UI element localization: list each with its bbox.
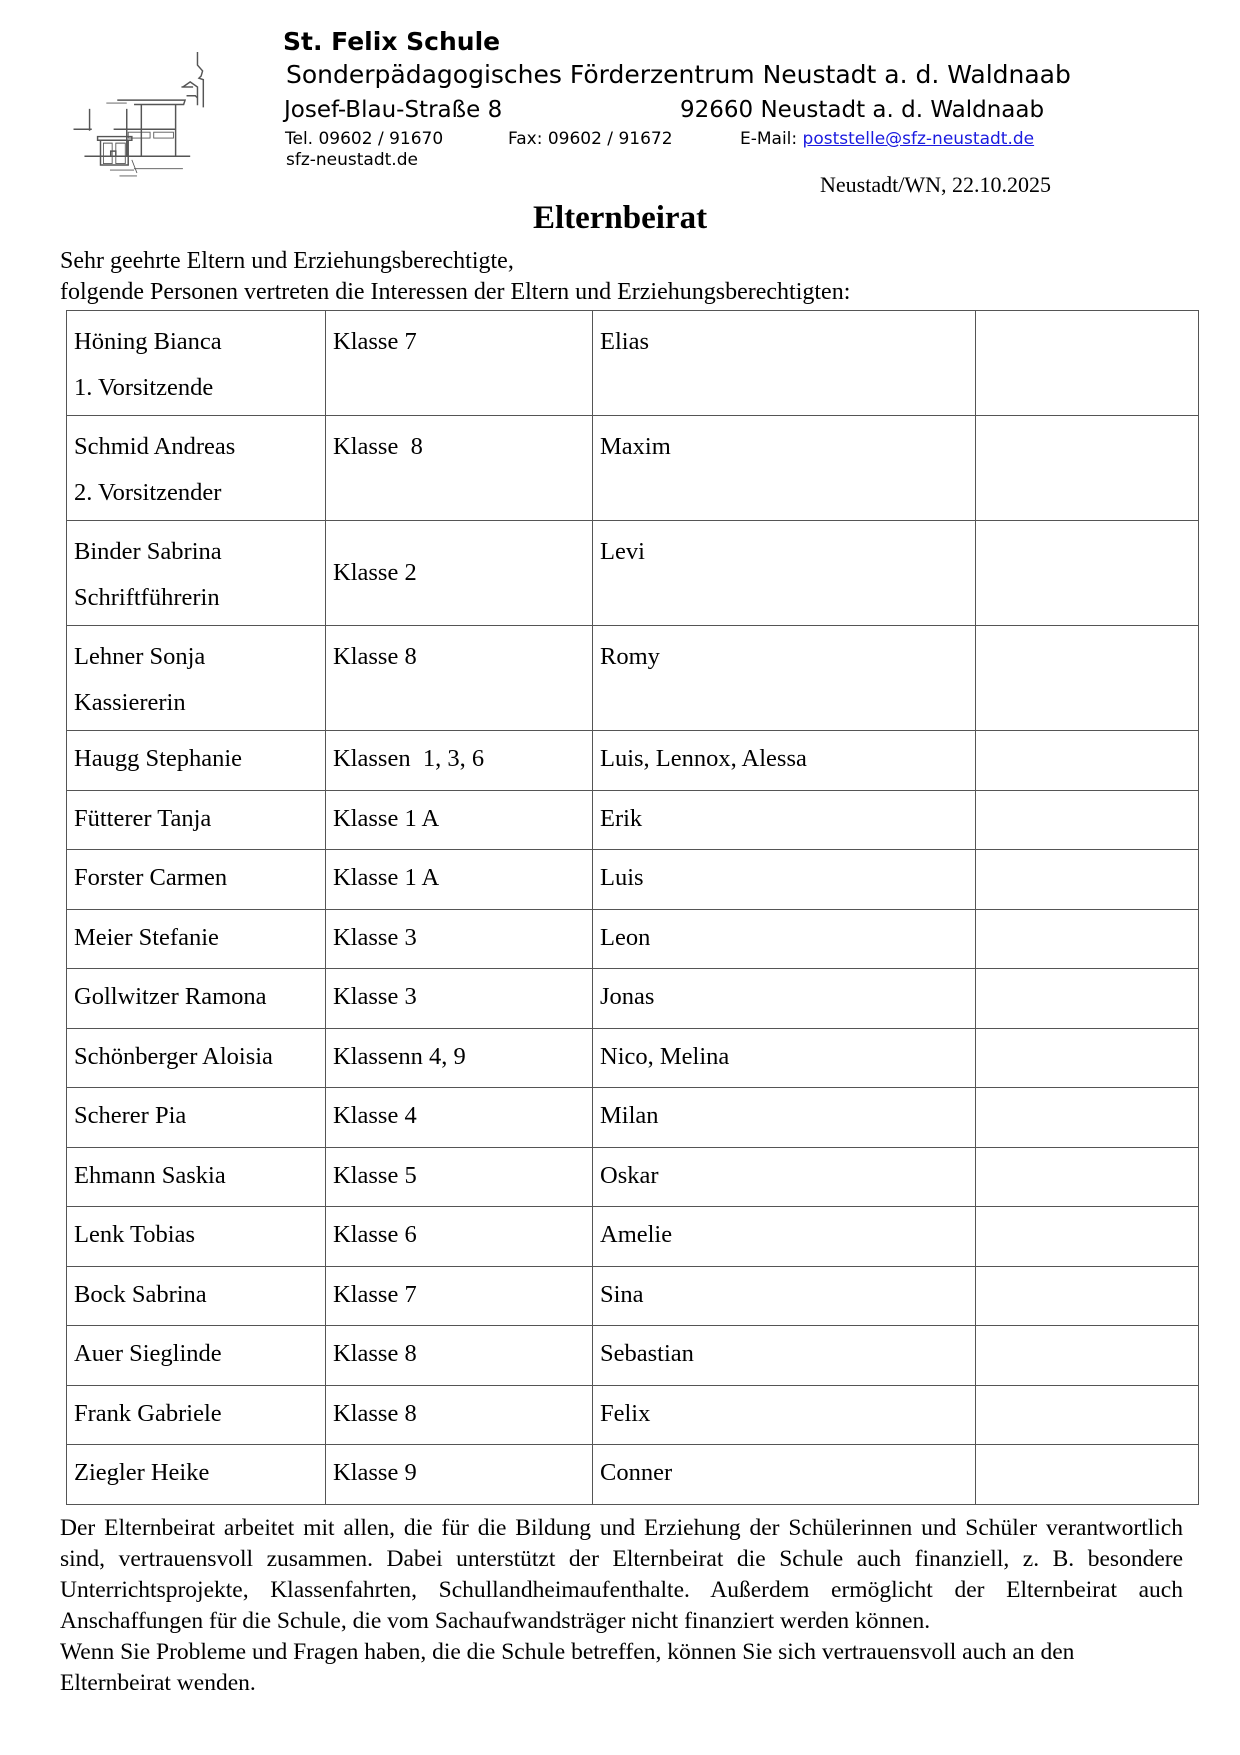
table-row	[67, 1147, 1199, 1207]
table-row	[67, 1028, 1199, 1088]
member-children: Jonas	[593, 969, 976, 1029]
member-class: Klasse 7	[326, 311, 593, 416]
member-children: Erik	[593, 790, 976, 850]
table-row	[67, 1326, 1199, 1386]
page-title: Elternbeirat	[532, 200, 708, 236]
member-name: Lehner Sonja	[74, 643, 206, 670]
member-name: Gollwitzer Ramona	[67, 969, 326, 1029]
table-row	[67, 416, 1199, 521]
member-notes	[976, 909, 1199, 969]
member-notes	[976, 1385, 1199, 1445]
member-name: Auer Sieglinde	[67, 1326, 326, 1386]
website: sfz-neustadt.de	[286, 150, 418, 170]
member-children: Luis	[593, 850, 976, 910]
city-address: 92660 Neustadt a. d. Waldnaab	[680, 97, 1045, 123]
member-class: Klassenn 4, 9	[326, 1028, 593, 1088]
phone-number: Tel. 09602 / 91670	[285, 129, 444, 149]
member-name: Ziegler Heike	[67, 1445, 326, 1505]
member-name: Schönberger Aloisia	[67, 1028, 326, 1088]
table-row	[67, 311, 1199, 416]
member-children: Amelie	[593, 1207, 976, 1267]
member-children: Elias	[593, 311, 976, 416]
member-children: Sina	[593, 1266, 976, 1326]
member-role: Schriftführerin	[74, 584, 220, 611]
table-row	[67, 1445, 1199, 1505]
member-notes	[976, 416, 1199, 521]
member-children: Felix	[593, 1385, 976, 1445]
member-class: Klasse 5	[326, 1147, 593, 1207]
member-class: Klasse 3	[326, 969, 593, 1029]
member-children: Conner	[593, 1445, 976, 1505]
member-role: Kassiererin	[74, 689, 186, 716]
member-children: Leon	[593, 909, 976, 969]
member-notes	[976, 731, 1199, 791]
member-name: Fütterer Tanja	[67, 790, 326, 850]
member-name: Scherer Pia	[67, 1088, 326, 1148]
email-label: E-Mail:	[740, 129, 803, 149]
table-row	[67, 1385, 1199, 1445]
member-notes	[976, 311, 1199, 416]
closing-paragraph-2: Wenn Sie Probleme und Fragen haben, die die Schule betreffen, können Sie sich vertrauensvoll auch an den Elternbeirat wenden.	[60, 1639, 1075, 1696]
member-class: Klasse 8	[326, 1385, 593, 1445]
member-name: Meier Stefanie	[67, 909, 326, 969]
member-notes	[976, 1266, 1199, 1326]
member-name: Bock Sabrina	[67, 1266, 326, 1326]
member-role: 2. Vorsitzender	[74, 479, 222, 506]
greeting-line-2: folgende Personen vertreten die Interessen der Eltern und Erziehungsberechtigten:	[60, 279, 851, 305]
table-row	[67, 969, 1199, 1029]
member-class: Klasse 6	[326, 1207, 593, 1267]
table-row	[67, 1266, 1199, 1326]
member-children: Milan	[593, 1088, 976, 1148]
table-row	[67, 790, 1199, 850]
member-children: Luis, Lennox, Alessa	[593, 731, 976, 791]
members-table	[66, 310, 1199, 1505]
member-name: Forster Carmen	[67, 850, 326, 910]
member-name-cell	[67, 311, 326, 416]
street-address: Josef-Blau-Straße 8	[284, 97, 503, 123]
member-role: 1. Vorsitzende	[74, 374, 214, 401]
member-name: Haugg Stephanie	[67, 731, 326, 791]
member-notes	[976, 1088, 1199, 1148]
table-row	[67, 626, 1199, 731]
member-class: Klasse 8	[326, 1326, 593, 1386]
member-notes	[976, 790, 1199, 850]
closing-paragraph-1: Der Elternbeirat arbeitet mit allen, die für die Bildung und Erziehung der Schülerinnen und Schüler verantwortlich sind, vertrauensvoll zusammen. Dabei unterstützt der Elternbeirat die Schule auch finanziell, z. B. besondere Unterrichtsprojekte, Klassenfahrten, Schullandheimaufenthalte. Außerdem ermöglicht der Elternbeirat auch Anschaffungen für die Schule, die vom Sachaufwandsträger nicht finanziert werden können.	[60, 1515, 1183, 1634]
member-name: Frank Gabriele	[67, 1385, 326, 1445]
email-line	[740, 129, 1034, 149]
member-class: Klasse 9	[326, 1445, 593, 1505]
member-class: Klasse 8	[326, 626, 593, 731]
member-class: Klasse 8	[326, 416, 593, 521]
member-name-cell	[67, 416, 326, 521]
school-name: St. Felix Schule	[283, 27, 501, 56]
table-row	[67, 521, 1199, 626]
member-notes	[976, 850, 1199, 910]
member-name: Lenk Tobias	[67, 1207, 326, 1267]
member-class: Klasse 1 A	[326, 850, 593, 910]
member-notes	[976, 1445, 1199, 1505]
school-subtitle: Sonderpädagogisches Förderzentrum Neustadt a. d. Waldnaab	[286, 60, 1071, 89]
member-notes	[976, 1207, 1199, 1267]
member-class: Klasse 1 A	[326, 790, 593, 850]
member-children: Romy	[593, 626, 976, 731]
member-children: Maxim	[593, 416, 976, 521]
member-class: Klasse 3	[326, 909, 593, 969]
member-children: Nico, Melina	[593, 1028, 976, 1088]
table-row	[67, 1088, 1199, 1148]
closing-text	[60, 1513, 1183, 1699]
member-notes	[976, 1147, 1199, 1207]
table-row	[67, 909, 1199, 969]
member-notes	[976, 1028, 1199, 1088]
table-row	[67, 850, 1199, 910]
member-notes	[976, 521, 1199, 626]
member-children: Sebastian	[593, 1326, 976, 1386]
member-class: Klassen 1, 3, 6	[326, 731, 593, 791]
date-line: Neustadt/WN, 22.10.2025	[820, 172, 1051, 197]
member-notes	[976, 969, 1199, 1029]
member-notes	[976, 1326, 1199, 1386]
member-children: Oskar	[593, 1147, 976, 1207]
member-children: Levi	[593, 521, 976, 626]
member-notes	[976, 626, 1199, 731]
member-class: Klasse 4	[326, 1088, 593, 1148]
member-name: Ehmann Saskia	[67, 1147, 326, 1207]
member-name: Binder Sabrina	[74, 538, 222, 565]
email-link[interactable]: poststelle@sfz-neustadt.de	[802, 129, 1035, 149]
member-name: Höning Bianca	[74, 328, 222, 355]
table-row	[67, 1207, 1199, 1267]
member-class: Klasse 2	[326, 521, 593, 626]
school-building-sketch-icon	[48, 25, 223, 200]
table-row	[67, 731, 1199, 791]
member-name-cell	[67, 521, 326, 626]
fax-number: Fax: 09602 / 91672	[508, 129, 673, 149]
member-class: Klasse 7	[326, 1266, 593, 1326]
greeting-line-1: Sehr geehrte Eltern und Erziehungsberechtigte,	[60, 248, 514, 274]
member-name-cell	[67, 626, 326, 731]
member-name: Schmid Andreas	[74, 433, 236, 460]
